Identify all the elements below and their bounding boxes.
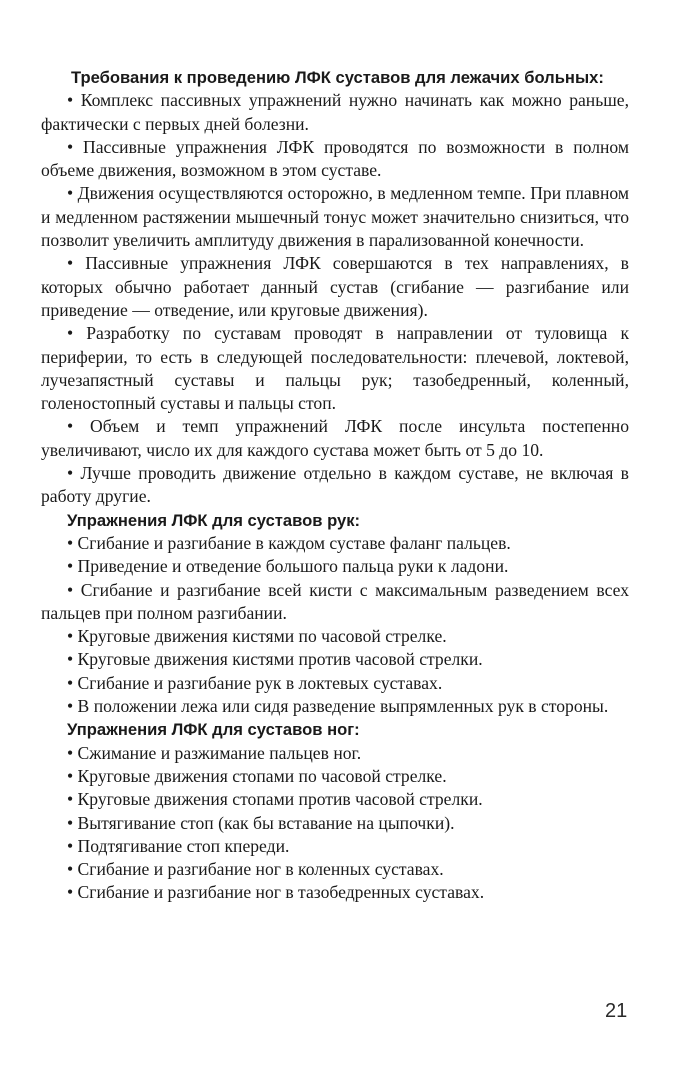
list-item: • В положении лежа или сидя разведение выпрямленных рук в стороны.	[67, 696, 609, 717]
list-item: • Разработку по суставам проводят в направлении от туловища к периферии, то есть в следующей последовательности: плечевой, локтевой, лучезапястный суставы и пальцы рук; тазобедренный, коленный, голеностопный суставы и пальцы стоп.	[41, 323, 629, 414]
list-item: • Подтягивание стоп кпереди.	[67, 835, 290, 856]
list-item: • Сжимание и разжимание пальцев ног.	[67, 742, 362, 763]
section-heading-arm-joints: Упражнения ЛФК для суставов рук:	[67, 510, 361, 530]
list-item: • Комплекс пассивных упражнений нужно начинать как можно раньше, фактически с первых дней болезни.	[41, 90, 629, 134]
list-item: • Сгибание и разгибание ног в коленных суставах.	[67, 859, 444, 880]
list-item: • Объем и темп упражнений ЛФК после инсульта постепенно увеличивают, число их для каждого сустава может быть от 5 до 10.	[41, 416, 629, 460]
list-item: • Круговые движения стопами по часовой стрелке.	[67, 765, 447, 786]
list-item: • Вытягивание стоп (как бы вставание на цыпочки).	[67, 812, 455, 833]
list-item: • Круговые движения кистями против часовой стрелки.	[67, 649, 483, 670]
list-item: • Круговые движения стопами против часовой стрелки.	[67, 789, 483, 810]
list-item: • Круговые движения кистями по часовой стрелке.	[67, 626, 447, 647]
list-item: • Сгибание и разгибание ног в тазобедренных суставах.	[67, 882, 485, 903]
list-item: • Пассивные упражнения ЛФК проводятся по возможности в полном объеме движения, возможном в этом суставе.	[41, 136, 629, 181]
list-item: • Движения осуществляются осторожно, в медленном темпе. При плавном и медленном растяжении мышечный тонус может значительно снизиться, что позволит увеличить амплитуду движения в парализованной конечности.	[41, 183, 629, 251]
list-item: • Приведение и отведение большого пальца руки к ладони.	[67, 556, 509, 577]
list-item: • Сгибание и разгибание в каждом суставе фаланг пальцев.	[67, 532, 511, 553]
page-text	[41, 66, 629, 905]
list-item: • Пассивные упражнения ЛФК совершаются в тех направлениях, в которых обычно работает данный сустав (сгибание — разгибание или приведение — отведение, или круговые движения).	[41, 253, 629, 320]
section-heading-leg-joints: Упражнения ЛФК для суставов ног:	[67, 720, 360, 740]
list-item: • Лучше проводить движение отдельно в каждом суставе, не включая в работу другие.	[41, 463, 629, 507]
page-number: 21	[605, 1000, 628, 1022]
section-heading-bedridden-requirements: Требования к проведению ЛФК суставов для лежачих больных:	[71, 68, 604, 87]
list-item: • Сгибание и разгибание всей кисти с максимальным разведением всех пальцев при полном разгибании.	[41, 579, 629, 623]
list-item: • Сгибание и разгибание рук в локтевых суставах.	[67, 672, 443, 693]
